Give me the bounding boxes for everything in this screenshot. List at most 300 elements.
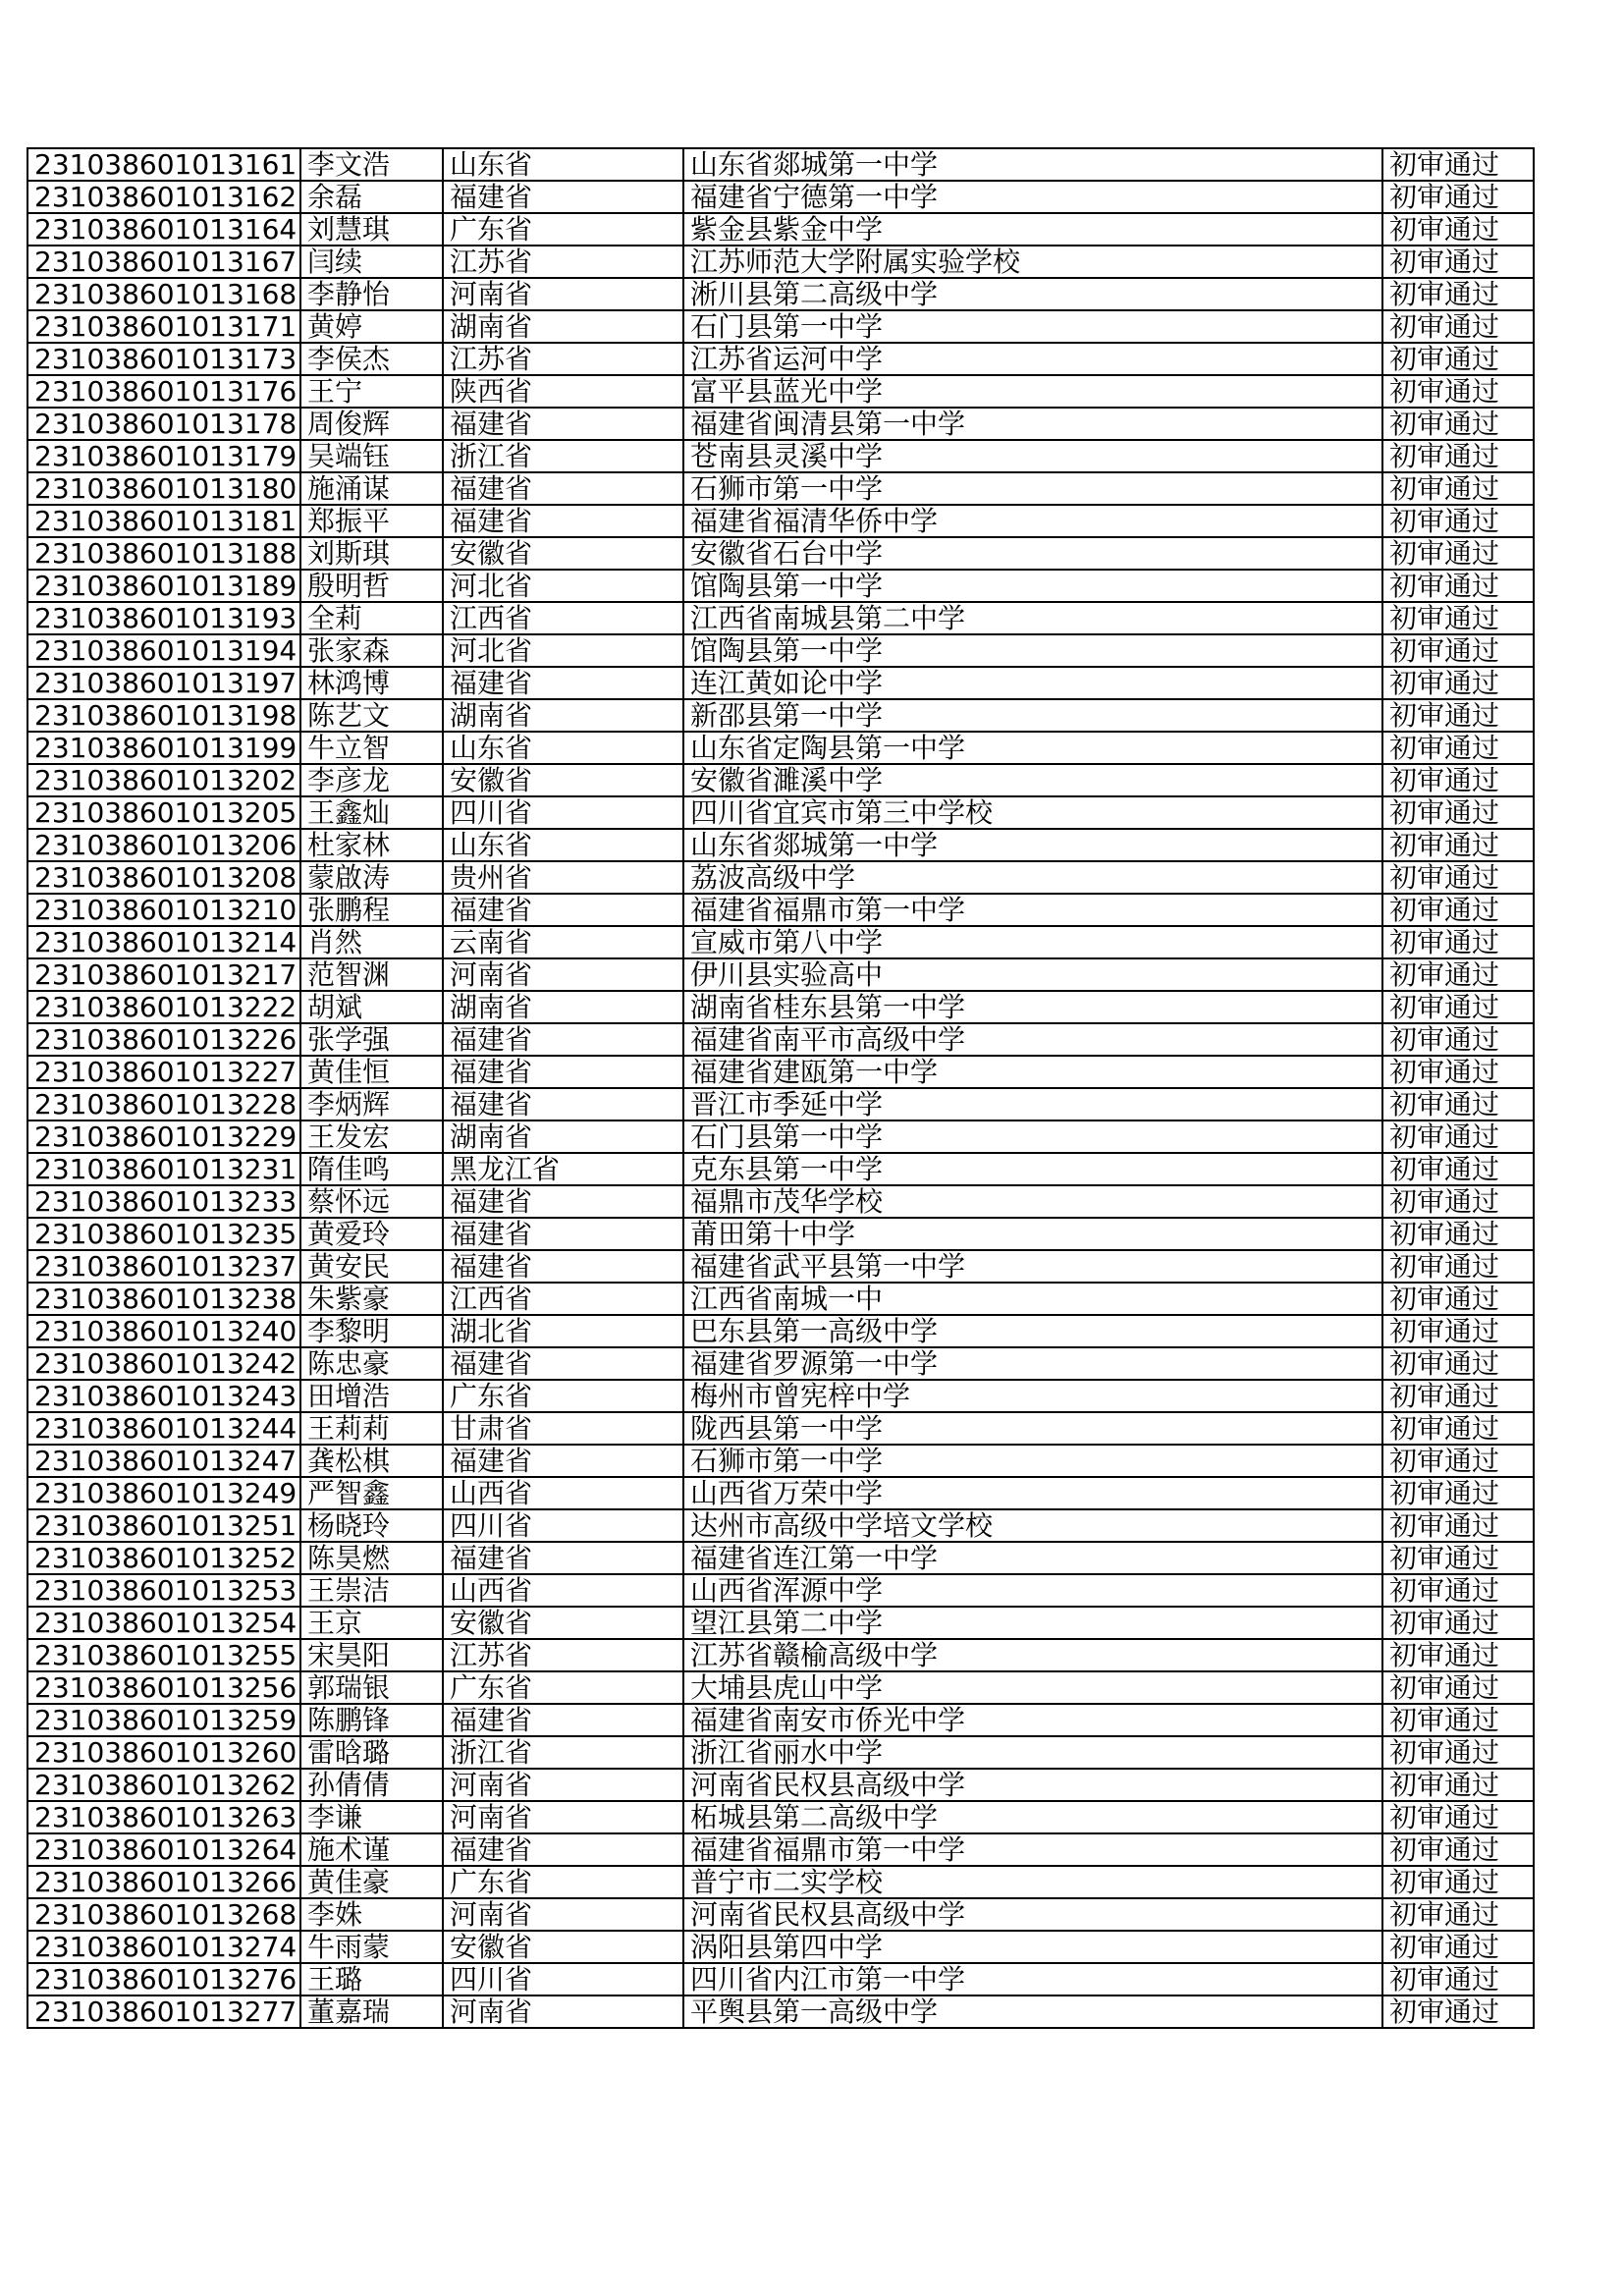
- applicant-id-cell: 231038601013244: [27, 1412, 300, 1445]
- review-status-cell: 初审通过: [1382, 505, 1534, 537]
- applicant-name-cell: 胡斌: [300, 991, 443, 1023]
- applicant-id-cell: 231038601013162: [27, 181, 300, 213]
- roster-sheet: [27, 147, 1533, 2029]
- applicant-id-cell: 231038601013264: [27, 1833, 300, 1866]
- province-cell: 河南省: [443, 1995, 683, 2028]
- school-cell: 福建省南安市侨光中学: [683, 1704, 1382, 1736]
- province-cell: 广东省: [443, 1866, 683, 1898]
- review-status-cell: 初审通过: [1382, 1218, 1534, 1250]
- applicant-name-cell: 李文浩: [300, 148, 443, 181]
- table-row: [27, 1801, 1534, 1833]
- applicant-name-cell: 王鑫灿: [300, 796, 443, 829]
- school-cell: 山西省浑源中学: [683, 1574, 1382, 1607]
- school-cell: 达州市高级中学培文学校: [683, 1509, 1382, 1542]
- table-row: [27, 1574, 1534, 1607]
- school-cell: 河南省民权县高级中学: [683, 1898, 1382, 1931]
- province-cell: 福建省: [443, 1347, 683, 1380]
- province-cell: 山西省: [443, 1574, 683, 1607]
- school-cell: 平舆县第一高级中学: [683, 1995, 1382, 2028]
- province-cell: 福建省: [443, 408, 683, 440]
- table-row: [27, 246, 1534, 278]
- applicant-name-cell: 黄婷: [300, 310, 443, 343]
- table-row: [27, 1607, 1534, 1639]
- province-cell: 浙江省: [443, 1736, 683, 1769]
- province-cell: 四川省: [443, 1963, 683, 1995]
- province-cell: 广东省: [443, 1380, 683, 1412]
- school-cell: 安徽省濉溪中学: [683, 764, 1382, 796]
- applicant-name-cell: 施术谨: [300, 1833, 443, 1866]
- school-cell: 福鼎市茂华学校: [683, 1185, 1382, 1218]
- review-status-cell: 初审通过: [1382, 537, 1534, 570]
- province-cell: 山东省: [443, 732, 683, 764]
- review-status-cell: 初审通过: [1382, 1023, 1534, 1056]
- applicant-name-cell: 杜家林: [300, 829, 443, 861]
- applicant-id-cell: 231038601013277: [27, 1995, 300, 2028]
- school-cell: 湖南省桂东县第一中学: [683, 991, 1382, 1023]
- table-row: [27, 408, 1534, 440]
- province-cell: 福建省: [443, 1023, 683, 1056]
- review-status-cell: 初审通过: [1382, 1801, 1534, 1833]
- review-status-cell: 初审通过: [1382, 1769, 1534, 1801]
- province-cell: 河南省: [443, 1898, 683, 1931]
- table-row: [27, 570, 1534, 602]
- table-row: [27, 537, 1534, 570]
- review-status-cell: 初审通过: [1382, 343, 1534, 375]
- applicant-name-cell: 黄佳恒: [300, 1056, 443, 1088]
- applicant-name-cell: 雷晗璐: [300, 1736, 443, 1769]
- applicant-name-cell: 王璐: [300, 1963, 443, 1995]
- review-status-cell: 初审通过: [1382, 246, 1534, 278]
- table-row: [27, 1963, 1534, 1995]
- review-status-cell: 初审通过: [1382, 1931, 1534, 1963]
- applicant-name-cell: 张鹏程: [300, 894, 443, 926]
- school-cell: 巴东县第一高级中学: [683, 1315, 1382, 1347]
- school-cell: 福建省闽清县第一中学: [683, 408, 1382, 440]
- table-row: [27, 958, 1534, 991]
- applicant-name-cell: 吴端钰: [300, 440, 443, 472]
- review-status-cell: 初审通过: [1382, 1963, 1534, 1995]
- review-status-cell: 初审通过: [1382, 634, 1534, 667]
- review-status-cell: 初审通过: [1382, 1477, 1534, 1509]
- applicant-id-cell: 231038601013167: [27, 246, 300, 278]
- table-row: [27, 213, 1534, 246]
- applicant-name-cell: 严智鑫: [300, 1477, 443, 1509]
- applicant-id-cell: 231038601013274: [27, 1931, 300, 1963]
- applicant-name-cell: 李侯杰: [300, 343, 443, 375]
- school-cell: 四川省宜宾市第三中学校: [683, 796, 1382, 829]
- table-row: [27, 1250, 1534, 1283]
- school-cell: 江苏省赣榆高级中学: [683, 1639, 1382, 1671]
- school-cell: 梅州市曾宪梓中学: [683, 1380, 1382, 1412]
- applicant-id-cell: 231038601013199: [27, 732, 300, 764]
- applicant-id-cell: 231038601013266: [27, 1866, 300, 1898]
- applicant-name-cell: 黄安民: [300, 1250, 443, 1283]
- table-row: [27, 278, 1534, 310]
- applicant-id-cell: 231038601013235: [27, 1218, 300, 1250]
- school-cell: 连江黄如论中学: [683, 667, 1382, 699]
- school-cell: 浙江省丽水中学: [683, 1736, 1382, 1769]
- school-cell: 江苏省运河中学: [683, 343, 1382, 375]
- table-row: [27, 1283, 1534, 1315]
- table-row: [27, 1153, 1534, 1185]
- applicant-id-cell: 231038601013247: [27, 1445, 300, 1477]
- table-row: [27, 1347, 1534, 1380]
- applicant-id-cell: 231038601013251: [27, 1509, 300, 1542]
- school-cell: 普宁市二实学校: [683, 1866, 1382, 1898]
- table-row: [27, 634, 1534, 667]
- applicant-id-cell: 231038601013194: [27, 634, 300, 667]
- school-cell: 晋江市季延中学: [683, 1088, 1382, 1121]
- table-row: [27, 1639, 1534, 1671]
- applicant-id-cell: 231038601013180: [27, 472, 300, 505]
- review-status-cell: 初审通过: [1382, 764, 1534, 796]
- applicant-id-cell: 231038601013205: [27, 796, 300, 829]
- table-row: [27, 1056, 1534, 1088]
- applicant-id-cell: 231038601013217: [27, 958, 300, 991]
- applicant-id-cell: 231038601013253: [27, 1574, 300, 1607]
- review-status-cell: 初审通过: [1382, 310, 1534, 343]
- applicant-name-cell: 张家森: [300, 634, 443, 667]
- applicant-name-cell: 张学强: [300, 1023, 443, 1056]
- table-row: [27, 1898, 1534, 1931]
- table-row: [27, 343, 1534, 375]
- province-cell: 福建省: [443, 1056, 683, 1088]
- applicant-id-cell: 231038601013168: [27, 278, 300, 310]
- school-cell: 陇西县第一中学: [683, 1412, 1382, 1445]
- table-row: [27, 699, 1534, 732]
- province-cell: 福建省: [443, 1445, 683, 1477]
- applicant-id-cell: 231038601013243: [27, 1380, 300, 1412]
- review-status-cell: 初审通过: [1382, 1898, 1534, 1931]
- table-row: [27, 861, 1534, 894]
- review-status-cell: 初审通过: [1382, 1833, 1534, 1866]
- review-status-cell: 初审通过: [1382, 278, 1534, 310]
- review-status-cell: 初审通过: [1382, 1121, 1534, 1153]
- applicant-name-cell: 朱紫豪: [300, 1283, 443, 1315]
- province-cell: 江苏省: [443, 1639, 683, 1671]
- school-cell: 山东省定陶县第一中学: [683, 732, 1382, 764]
- school-cell: 江西省南城县第二中学: [683, 602, 1382, 634]
- applicant-name-cell: 李谦: [300, 1801, 443, 1833]
- province-cell: 湖南省: [443, 699, 683, 732]
- applicant-id-cell: 231038601013227: [27, 1056, 300, 1088]
- applicant-name-cell: 王莉莉: [300, 1412, 443, 1445]
- applicant-id-cell: 231038601013237: [27, 1250, 300, 1283]
- province-cell: 广东省: [443, 213, 683, 246]
- applicant-id-cell: 231038601013178: [27, 408, 300, 440]
- table-row: [27, 1542, 1534, 1574]
- review-status-cell: 初审通过: [1382, 991, 1534, 1023]
- applicant-id-cell: 231038601013193: [27, 602, 300, 634]
- review-status-cell: 初审通过: [1382, 1250, 1534, 1283]
- school-cell: 山东省郯城第一中学: [683, 829, 1382, 861]
- table-row: [27, 1023, 1534, 1056]
- applicant-name-cell: 闫续: [300, 246, 443, 278]
- review-status-cell: 初审通过: [1382, 958, 1534, 991]
- applicant-id-cell: 231038601013238: [27, 1283, 300, 1315]
- applicant-name-cell: 林鸿博: [300, 667, 443, 699]
- applicant-id-cell: 231038601013252: [27, 1542, 300, 1574]
- applicant-id-cell: 231038601013206: [27, 829, 300, 861]
- school-cell: 淅川县第二高级中学: [683, 278, 1382, 310]
- province-cell: 福建省: [443, 505, 683, 537]
- applicant-id-cell: 231038601013198: [27, 699, 300, 732]
- applicant-id-cell: 231038601013214: [27, 926, 300, 958]
- province-cell: 福建省: [443, 472, 683, 505]
- province-cell: 浙江省: [443, 440, 683, 472]
- applicant-name-cell: 陈昊燃: [300, 1542, 443, 1574]
- school-cell: 福建省福清华侨中学: [683, 505, 1382, 537]
- province-cell: 四川省: [443, 796, 683, 829]
- table-row: [27, 602, 1534, 634]
- province-cell: 黑龙江省: [443, 1153, 683, 1185]
- applicant-name-cell: 陈鹏锋: [300, 1704, 443, 1736]
- applicant-name-cell: 施涌谋: [300, 472, 443, 505]
- applicant-name-cell: 范智渊: [300, 958, 443, 991]
- review-status-cell: 初审通过: [1382, 570, 1534, 602]
- table-row: [27, 1185, 1534, 1218]
- applicant-id-cell: 231038601013263: [27, 1801, 300, 1833]
- applicant-id-cell: 231038601013226: [27, 1023, 300, 1056]
- review-status-cell: 初审通过: [1382, 1736, 1534, 1769]
- province-cell: 福建省: [443, 1088, 683, 1121]
- review-status-cell: 初审通过: [1382, 1704, 1534, 1736]
- review-status-cell: 初审通过: [1382, 1153, 1534, 1185]
- review-status-cell: 初审通过: [1382, 1185, 1534, 1218]
- review-status-cell: 初审通过: [1382, 1607, 1534, 1639]
- review-status-cell: 初审通过: [1382, 181, 1534, 213]
- review-status-cell: 初审通过: [1382, 1574, 1534, 1607]
- review-status-cell: 初审通过: [1382, 926, 1534, 958]
- applicant-id-cell: 231038601013276: [27, 1963, 300, 1995]
- review-status-cell: 初审通过: [1382, 667, 1534, 699]
- review-status-cell: 初审通过: [1382, 796, 1534, 829]
- school-cell: 伊川县实验高中: [683, 958, 1382, 991]
- applicant-name-cell: 周俊辉: [300, 408, 443, 440]
- applicant-id-cell: 231038601013233: [27, 1185, 300, 1218]
- applicant-name-cell: 李姝: [300, 1898, 443, 1931]
- applicant-id-cell: 231038601013242: [27, 1347, 300, 1380]
- review-status-cell: 初审通过: [1382, 1639, 1534, 1671]
- applicant-id-cell: 231038601013171: [27, 310, 300, 343]
- school-cell: 石狮市第一中学: [683, 472, 1382, 505]
- table-row: [27, 1218, 1534, 1250]
- school-cell: 苍南县灵溪中学: [683, 440, 1382, 472]
- province-cell: 福建省: [443, 1542, 683, 1574]
- table-row: [27, 310, 1534, 343]
- applicant-id-cell: 231038601013176: [27, 375, 300, 408]
- applicant-name-cell: 李炳辉: [300, 1088, 443, 1121]
- province-cell: 河南省: [443, 958, 683, 991]
- applicant-name-cell: 郑振平: [300, 505, 443, 537]
- table-row: [27, 1769, 1534, 1801]
- applicant-name-cell: 陈忠豪: [300, 1347, 443, 1380]
- province-cell: 山西省: [443, 1477, 683, 1509]
- review-status-cell: 初审通过: [1382, 1995, 1534, 2028]
- applicant-name-cell: 蔡怀远: [300, 1185, 443, 1218]
- applicant-id-cell: 231038601013173: [27, 343, 300, 375]
- school-cell: 富平县蓝光中学: [683, 375, 1382, 408]
- review-status-cell: 初审通过: [1382, 699, 1534, 732]
- province-cell: 安徽省: [443, 1607, 683, 1639]
- applicant-name-cell: 李静怡: [300, 278, 443, 310]
- province-cell: 福建省: [443, 1250, 683, 1283]
- review-status-cell: 初审通过: [1382, 148, 1534, 181]
- province-cell: 甘肃省: [443, 1412, 683, 1445]
- applicant-name-cell: 王发宏: [300, 1121, 443, 1153]
- review-status-cell: 初审通过: [1382, 1671, 1534, 1704]
- applicant-name-cell: 王崇洁: [300, 1574, 443, 1607]
- province-cell: 福建省: [443, 1185, 683, 1218]
- applicant-name-cell: 余磊: [300, 181, 443, 213]
- applicant-name-cell: 牛立智: [300, 732, 443, 764]
- applicant-name-cell: 李彦龙: [300, 764, 443, 796]
- table-row: [27, 1121, 1534, 1153]
- province-cell: 四川省: [443, 1509, 683, 1542]
- applicant-name-cell: 陈艺文: [300, 699, 443, 732]
- province-cell: 河南省: [443, 1801, 683, 1833]
- school-cell: 石门县第一中学: [683, 1121, 1382, 1153]
- applicant-name-cell: 刘慧琪: [300, 213, 443, 246]
- school-cell: 莆田第十中学: [683, 1218, 1382, 1250]
- province-cell: 陕西省: [443, 375, 683, 408]
- table-row: [27, 1088, 1534, 1121]
- review-status-cell: 初审通过: [1382, 1347, 1534, 1380]
- review-status-cell: 初审通过: [1382, 472, 1534, 505]
- review-status-cell: 初审通过: [1382, 1380, 1534, 1412]
- applicant-name-cell: 王京: [300, 1607, 443, 1639]
- applicant-name-cell: 郭瑞银: [300, 1671, 443, 1704]
- table-row: [27, 829, 1534, 861]
- school-cell: 福建省南平市高级中学: [683, 1023, 1382, 1056]
- province-cell: 河北省: [443, 570, 683, 602]
- school-cell: 四川省内江市第一中学: [683, 1963, 1382, 1995]
- review-status-cell: 初审通过: [1382, 602, 1534, 634]
- review-status-cell: 初审通过: [1382, 894, 1534, 926]
- review-status-cell: 初审通过: [1382, 1056, 1534, 1088]
- table-row: [27, 796, 1534, 829]
- province-cell: 江苏省: [443, 343, 683, 375]
- school-cell: 福建省宁德第一中学: [683, 181, 1382, 213]
- province-cell: 安徽省: [443, 537, 683, 570]
- school-cell: 宣威市第八中学: [683, 926, 1382, 958]
- applicant-name-cell: 董嘉瑞: [300, 1995, 443, 2028]
- applicant-id-cell: 231038601013189: [27, 570, 300, 602]
- school-cell: 石门县第一中学: [683, 310, 1382, 343]
- applicant-id-cell: 231038601013231: [27, 1153, 300, 1185]
- table-row: [27, 1931, 1534, 1963]
- review-status-cell: 初审通过: [1382, 1509, 1534, 1542]
- applicant-name-cell: 隋佳鸣: [300, 1153, 443, 1185]
- table-row: [27, 1704, 1534, 1736]
- school-cell: 紫金县紫金中学: [683, 213, 1382, 246]
- table-row: [27, 1315, 1534, 1347]
- review-status-cell: 初审通过: [1382, 1445, 1534, 1477]
- applicant-name-cell: 龚松棋: [300, 1445, 443, 1477]
- applicant-id-cell: 231038601013202: [27, 764, 300, 796]
- school-cell: 大埔县虎山中学: [683, 1671, 1382, 1704]
- applicant-id-cell: 231038601013254: [27, 1607, 300, 1639]
- applicant-name-cell: 黄爱玲: [300, 1218, 443, 1250]
- province-cell: 云南省: [443, 926, 683, 958]
- school-cell: 江西省南城一中: [683, 1283, 1382, 1315]
- applicant-id-cell: 231038601013229: [27, 1121, 300, 1153]
- school-cell: 石狮市第一中学: [683, 1445, 1382, 1477]
- review-status-cell: 初审通过: [1382, 732, 1534, 764]
- applicant-name-cell: 孙倩倩: [300, 1769, 443, 1801]
- table-row: [27, 1833, 1534, 1866]
- school-cell: 荔波高级中学: [683, 861, 1382, 894]
- school-cell: 克东县第一中学: [683, 1153, 1382, 1185]
- review-status-cell: 初审通过: [1382, 1283, 1534, 1315]
- applicant-id-cell: 231038601013249: [27, 1477, 300, 1509]
- province-cell: 江苏省: [443, 246, 683, 278]
- review-status-cell: 初审通过: [1382, 1088, 1534, 1121]
- school-cell: 福建省连江第一中学: [683, 1542, 1382, 1574]
- school-cell: 福建省罗源第一中学: [683, 1347, 1382, 1380]
- province-cell: 山东省: [443, 829, 683, 861]
- applicant-id-cell: 231038601013240: [27, 1315, 300, 1347]
- table-row: [27, 1736, 1534, 1769]
- applicant-name-cell: 刘斯琪: [300, 537, 443, 570]
- school-cell: 山西省万荣中学: [683, 1477, 1382, 1509]
- school-cell: 馆陶县第一中学: [683, 634, 1382, 667]
- province-cell: 河南省: [443, 1769, 683, 1801]
- school-cell: 河南省民权县高级中学: [683, 1769, 1382, 1801]
- review-status-cell: 初审通过: [1382, 213, 1534, 246]
- review-status-cell: 初审通过: [1382, 1412, 1534, 1445]
- roster-table: [27, 147, 1535, 2029]
- school-cell: 福建省武平县第一中学: [683, 1250, 1382, 1283]
- review-status-cell: 初审通过: [1382, 861, 1534, 894]
- school-cell: 江苏师范大学附属实验学校: [683, 246, 1382, 278]
- applicant-id-cell: 231038601013208: [27, 861, 300, 894]
- school-cell: 福建省福鼎市第一中学: [683, 1833, 1382, 1866]
- applicant-name-cell: 全莉: [300, 602, 443, 634]
- review-status-cell: 初审通过: [1382, 1866, 1534, 1898]
- province-cell: 湖南省: [443, 310, 683, 343]
- province-cell: 福建省: [443, 1704, 683, 1736]
- province-cell: 湖南省: [443, 991, 683, 1023]
- province-cell: 江西省: [443, 602, 683, 634]
- province-cell: 江西省: [443, 1283, 683, 1315]
- school-cell: 柘城县第二高级中学: [683, 1801, 1382, 1833]
- province-cell: 福建省: [443, 894, 683, 926]
- table-row: [27, 894, 1534, 926]
- applicant-id-cell: 231038601013210: [27, 894, 300, 926]
- province-cell: 湖南省: [443, 1121, 683, 1153]
- applicant-id-cell: 231038601013222: [27, 991, 300, 1023]
- review-status-cell: 初审通过: [1382, 408, 1534, 440]
- school-cell: 馆陶县第一中学: [683, 570, 1382, 602]
- review-status-cell: 初审通过: [1382, 1542, 1534, 1574]
- province-cell: 安徽省: [443, 764, 683, 796]
- table-row: [27, 991, 1534, 1023]
- applicant-name-cell: 杨晓玲: [300, 1509, 443, 1542]
- applicant-id-cell: 231038601013268: [27, 1898, 300, 1931]
- school-cell: 福建省建瓯第一中学: [683, 1056, 1382, 1088]
- table-row: [27, 1380, 1534, 1412]
- table-row: [27, 1445, 1534, 1477]
- table-row: [27, 926, 1534, 958]
- school-cell: 新邵县第一中学: [683, 699, 1382, 732]
- applicant-id-cell: 231038601013164: [27, 213, 300, 246]
- table-row: [27, 732, 1534, 764]
- school-cell: 安徽省石台中学: [683, 537, 1382, 570]
- table-row: [27, 440, 1534, 472]
- applicant-id-cell: 231038601013256: [27, 1671, 300, 1704]
- school-cell: 涡阳县第四中学: [683, 1931, 1382, 1963]
